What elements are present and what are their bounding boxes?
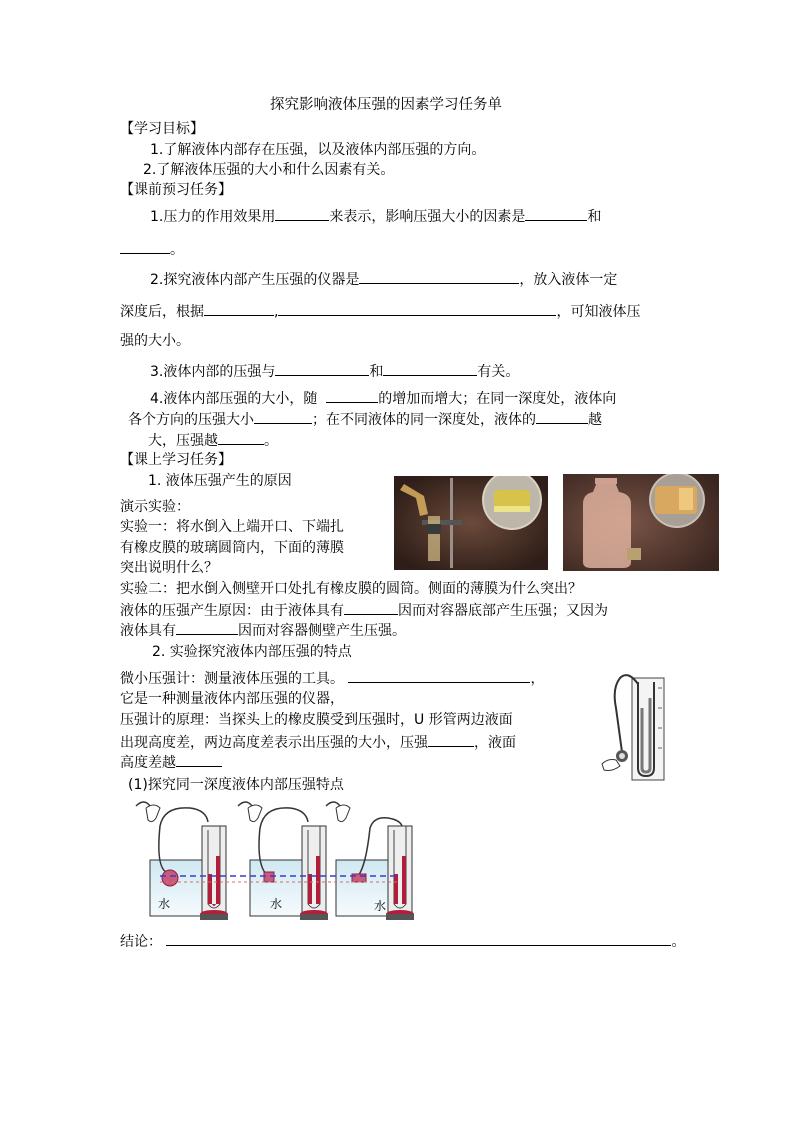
goal-2: 2.了解液体压强的大小和什么因素有关。 [143,162,395,178]
answer-blank[interactable] [344,601,398,615]
answer-blank[interactable] [348,669,530,683]
preview-q4-text-d: ；在不同液体的同一深度处，液体的 [312,412,536,428]
cause-line1 [120,601,608,620]
answer-blank[interactable] [176,621,238,635]
preview-q1-line2 [120,240,184,259]
answer-blank[interactable] [176,753,222,767]
answer-blank[interactable] [359,270,519,284]
preview-q2-text-c: 深度后，根据 [120,304,204,320]
answer-blank[interactable] [383,362,477,376]
preview-q3-text-b: 和 [369,364,384,380]
water-label-1: 水 [158,897,171,911]
cause-text-c: 液体具有 [120,623,176,639]
answer-blank[interactable] [428,733,474,747]
same-depth-experiment-figure [130,796,430,924]
cause-text-b: 因而对容器底部产生压强；又因为 [398,603,608,619]
preview-q4-text-b: 的增加而增大；在同一深度处，液体向 [378,391,617,407]
exp2-line: 实验二：把水倒入侧壁开口处扎有橡皮膜的圆筒。侧面的薄膜为什么突出？ [120,581,582,597]
gauge-line2: 它是一种测量液体内部压强的仪器， [120,691,344,707]
preview-q1-text-c: 和 [587,209,602,225]
preview-q4-text-g: 。 [264,433,278,449]
exp1-line1: 实验一：将水倒入上端开口、下端扎 [120,519,344,535]
sub-heading-1: (1)探究同一深度液体内部压强特点 [128,777,344,793]
experiment-photo-1 [394,476,548,570]
cause-line2 [120,621,406,640]
preview-q2-line3: 强的大小。 [120,333,190,349]
goal-1: 1.了解液体内部存在压强，以及液体内部压强的方向。 [150,142,486,158]
answer-blank[interactable] [278,302,556,316]
cause-text-d: 因而对容器侧壁产生压强。 [238,623,406,639]
class-heading-2: 2. 实验探究液体内部压强的特点 [152,644,352,660]
answer-blank[interactable] [525,207,587,221]
preview-q1-text-b: 来表示，影响压强大小的因素是 [329,209,526,225]
preview-q1-text-d: 。 [170,242,184,258]
gauge-text-c: 出现高度差，两边高度差表示出压强的大小，压强 [120,735,428,751]
page-title: 探究影响液体压强的因素学习任务单 [270,97,502,113]
answer-blank[interactable] [218,431,264,445]
gauge-line1 [120,669,544,688]
water-label-2: 水 [270,897,283,911]
preview-q4-line2 [128,410,602,429]
class-heading-1: 1. 液体压强产生的原因 [148,473,292,489]
preview-q3 [150,362,519,381]
preview-q4-line3 [148,431,278,450]
preview-q1-line1 [150,207,601,226]
beaker-set-3 [326,802,414,920]
preview-q2-text-d: , [274,304,279,320]
exp1-line3: 突出说明什么？ [120,560,218,576]
cause-text-a: 液体的压强产生原因：由于液体具有 [120,603,344,619]
preview-q4-text-e: 越 [588,412,602,428]
answer-blank[interactable] [120,240,170,254]
preview-q4-line1 [150,389,616,408]
gauge-line5 [120,753,222,772]
exp1-line2: 有橡皮膜的玻璃圆筒内，下面的薄膜 [120,540,344,556]
answer-blank[interactable] [275,207,329,221]
gauge-text-a: 微小压强计：测量液体压强的工具。 [120,671,344,687]
experiment-photo-2-art [563,474,719,571]
answer-blank[interactable] [204,302,274,316]
experiment-photo-2 [563,474,719,571]
preview-q3-text-a: 3.液体内部的压强与 [150,364,276,380]
preview-q2-text-e: ，可知液体压 [556,304,641,320]
gauge-text-d: ，液面 [474,735,516,751]
gauge-line3: 压强计的原理：当探头上的橡皮膜受到压强时，U 形管两边液面 [120,712,513,728]
answer-blank[interactable] [275,362,369,376]
preview-q2-text-b: ，放入液体一定 [519,272,618,288]
section-goals-heading: 【学习目标】 [120,121,204,137]
experiment-photo-1-art [394,476,548,570]
section-preview-heading: 【课前预习任务】 [120,182,232,198]
conclusion-period: 。 [671,934,686,950]
answer-blank[interactable] [326,389,378,403]
preview-q2-text-a: 2.探究液体内部产生压强的仪器是 [150,272,360,288]
beaker-set-2 [238,802,328,920]
preview-q4-text-a: 4.液体内部压强的大小，随 [150,391,318,407]
answer-blank[interactable] [536,410,588,424]
preview-q4-text-c: 各个方向的压强大小 [128,412,254,428]
demo-label: 演示实验： [120,499,190,515]
beaker-set-1 [136,802,228,920]
preview-q2-line1 [150,270,617,289]
preview-q1-text-a: 1.压力的作用效果用 [150,209,276,225]
conclusion-line [120,932,685,951]
water-label-3: 水 [374,899,387,913]
section-class-heading: 【课上学习任务】 [120,452,232,468]
preview-q3-text-c: 有关。 [477,364,520,380]
preview-q4-text-f: 大，压强越 [148,433,218,449]
answer-blank[interactable] [254,410,312,424]
gauge-text-b: ， [530,671,545,687]
gauge-text-e: 高度差越 [120,755,176,771]
preview-q2-line2 [120,302,640,321]
conclusion-label: 结论： [120,934,162,950]
pressure-gauge-figure [598,668,670,784]
gauge-line4 [120,733,516,752]
answer-blank[interactable] [166,932,671,946]
